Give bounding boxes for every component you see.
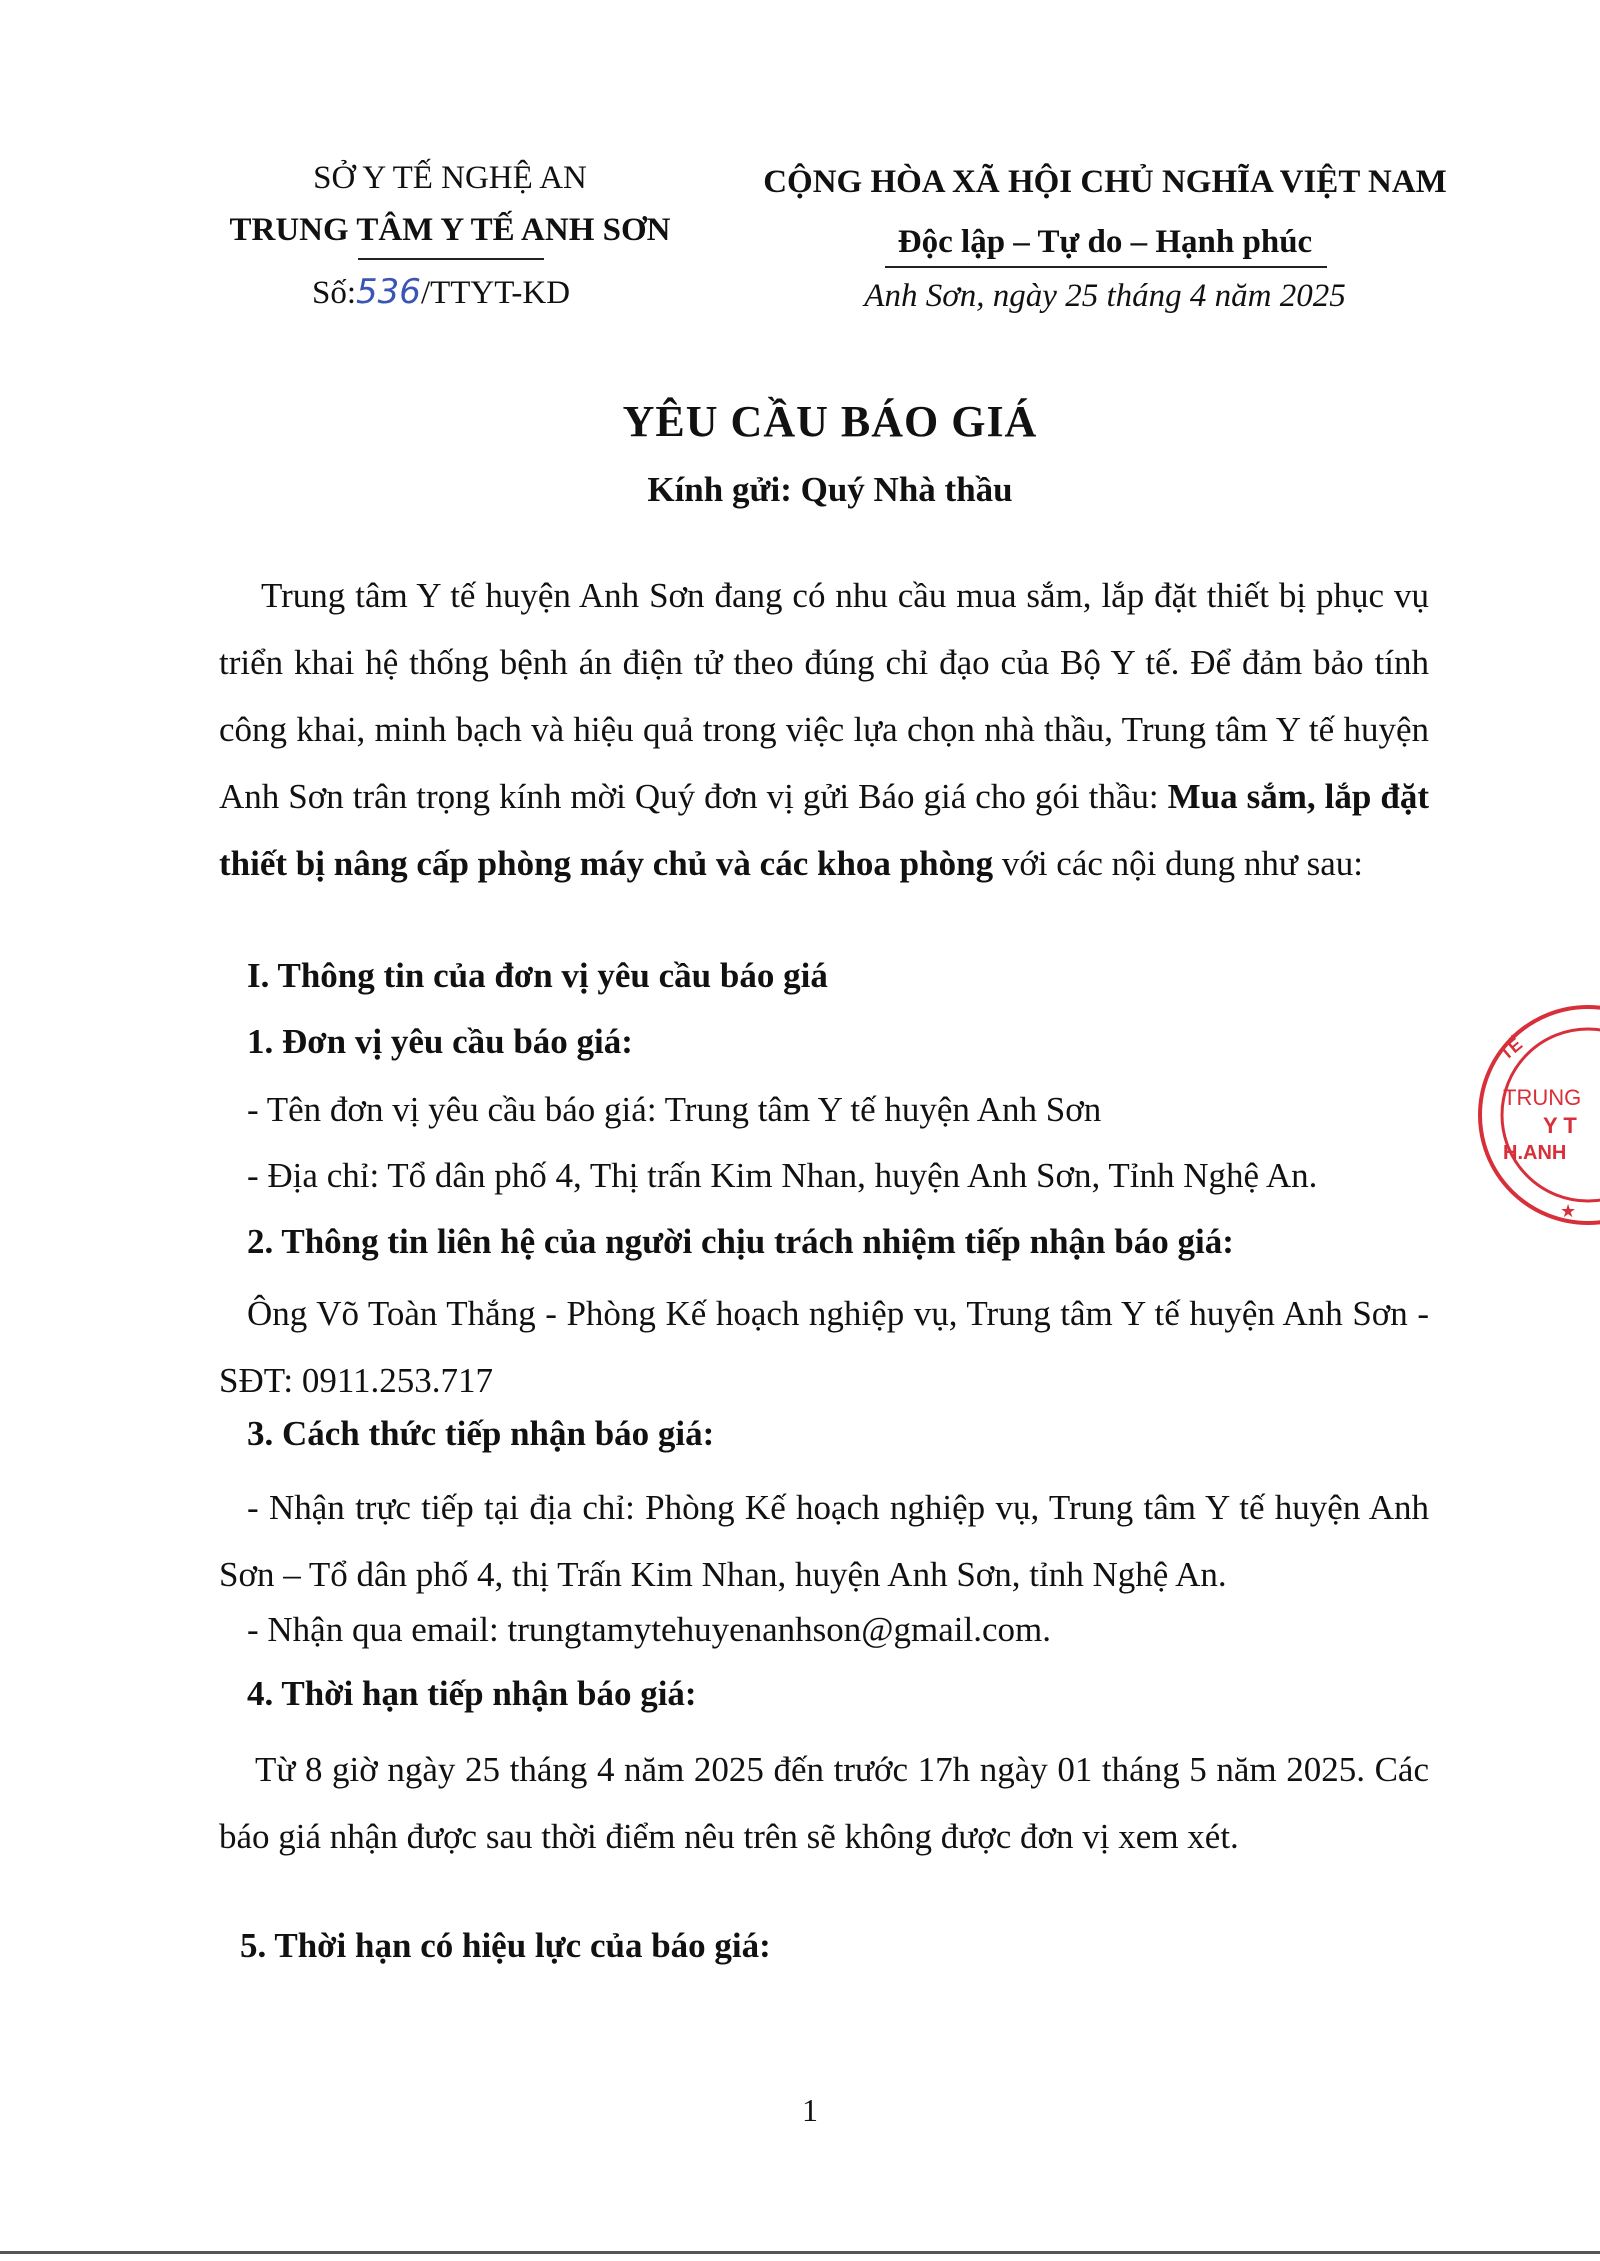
document-number-suffix: /TTYT-KD [420, 275, 571, 311]
unit-underline [358, 258, 544, 260]
seal-line-3: H.ANH [1503, 1142, 1567, 1164]
issuing-agency: SỞ Y TẾ NGHỆ AN [313, 160, 587, 196]
issuing-unit: TRUNG TÂM Y TẾ ANH SƠN [229, 212, 671, 248]
item-4-heading: 4. Thời hạn tiếp nhận báo giá: [247, 1674, 697, 1713]
seal-line-1: TRUNG [1503, 1085, 1582, 1110]
direct-receipt-paragraph: - Nhận trực tiếp tại địa chỉ: Phòng Kế hoạch nghiệp vụ, Trung tâm Y tế huyện Anh Sơn – Tổ dân phố 4, thị Trấn Kim Nhan, huyện Anh Sơn, tỉnh Nghệ An. [219, 1488, 1429, 1594]
item-5-heading: 5. Thời hạn có hiệu lực của báo giá: [240, 1926, 771, 1965]
seal-outer-ring [1480, 1007, 1600, 1223]
contact-paragraph: Ông Võ Toàn Thắng - Phòng Kế hoạch nghiệp vụ, Trung tâm Y tế huyện Anh Sơn - SĐT: 0911.253.717 [219, 1294, 1429, 1400]
intro-text-end: với các nội dung như sau: [993, 844, 1363, 883]
national-slogan: Độc lập – Tự do – Hạnh phúc [897, 224, 1313, 260]
national-motto: CỘNG HÒA XÃ HỘI CHỦ NGHĨA VIỆT NAM [763, 164, 1447, 200]
intro-text: Trung tâm Y tế huyện Anh Sơn đang có nhu cầu mua sắm, lắp đặt thiết bị phục vụ triển khai hệ thống bệnh án điện tử theo đúng chỉ đạo của Bộ Y tế. Để đảm bảo tính công khai, minh bạch và hiệu quả trong việc lựa chọn nhà thầu, Trung tâm Y tế huyện Anh Sơn trân trọng kính mời Quý đơn vị gửi Báo giá cho gói thầu: [219, 576, 1429, 816]
item-1-heading: 1. Đơn vị yêu cầu báo giá: [247, 1022, 633, 1061]
seal-line-2: Y T [1543, 1113, 1577, 1138]
unit-address-line: - Địa chỉ: Tổ dân phố 4, Thị trấn Kim Nhan, huyện Anh Sơn, Tỉnh Nghệ An. [247, 1156, 1318, 1195]
intro-paragraph [219, 562, 1429, 897]
document-date: Anh Sơn, ngày 25 tháng 4 năm 2025 [864, 278, 1346, 314]
document-title: YÊU CẦU BÁO GIÁ [622, 397, 1038, 446]
section-1-heading: I. Thông tin của đơn vị yêu cầu báo giá [247, 956, 828, 995]
document-number-handwritten: 536 [356, 272, 421, 312]
document-number-prefix: Số: [312, 275, 357, 311]
item-3-heading: 3. Cách thức tiếp nhận báo giá: [247, 1414, 715, 1453]
deadline-paragraph: Từ 8 giờ ngày 25 tháng 4 năm 2025 đến trước 17h ngày 01 tháng 5 năm 2025. Các báo giá nhận được sau thời điểm nêu trên sẽ không được đơn vị xem xét. [219, 1750, 1429, 1856]
item-2-heading: 2. Thông tin liên hệ của người chịu trách nhiệm tiếp nhận báo giá: [247, 1222, 1234, 1261]
slogan-underline [885, 266, 1327, 268]
page-number: 1 [802, 2092, 818, 2128]
email-receipt-line: - Nhận qua email: trungtamytehuyenanhson@gmail.com. [247, 1610, 1051, 1649]
official-seal [1448, 1003, 1600, 1233]
unit-name-line: - Tên đơn vị yêu cầu báo giá: Trung tâm Y tế huyện Anh Sơn [247, 1090, 1102, 1129]
seal-arc-text: TẾ [1495, 1033, 1527, 1065]
package-name: Mua sắm, lắp đặt thiết bị nâng cấp phòng máy chủ và các khoa phòng [219, 777, 1429, 883]
recipient-line: Kính gửi: Quý Nhà thầu [647, 470, 1013, 509]
seal-star-icon: ★ [1560, 1201, 1577, 1222]
scan-bottom-edge [0, 2251, 1600, 2254]
document-number [312, 272, 570, 312]
